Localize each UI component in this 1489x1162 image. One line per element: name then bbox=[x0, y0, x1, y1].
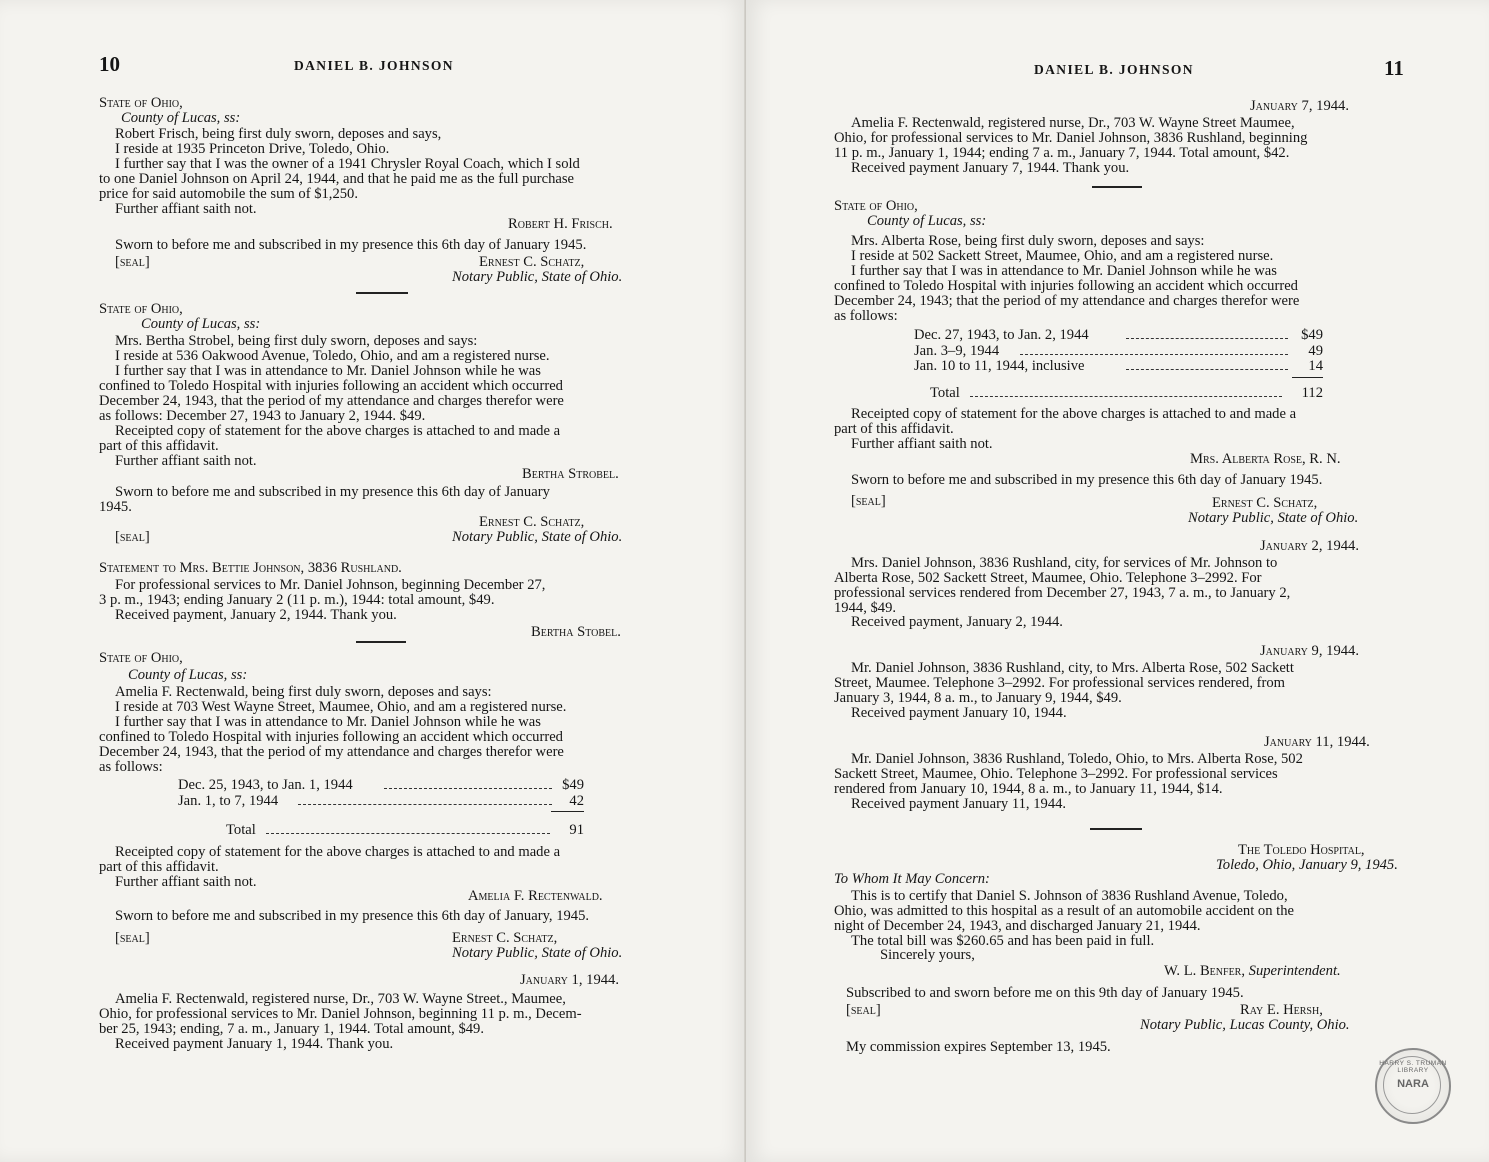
stamp-center-text: NARA bbox=[1397, 1078, 1429, 1090]
letter-place-date: Toledo, Ohio, January 9, 1945. bbox=[1216, 857, 1398, 873]
notary-name: Ray E. Hersh, bbox=[1240, 1002, 1323, 1018]
seal-mark: [seal] bbox=[115, 529, 150, 545]
charges-table bbox=[178, 777, 584, 808]
affidavit-line: I reside at 1935 Princeton Drive, Toledo, Ohio. bbox=[115, 141, 390, 157]
letter-salutation: To Whom It May Concern: bbox=[834, 871, 990, 887]
charge-period: Jan. 10 to 11, 1944, inclusive bbox=[914, 358, 1085, 374]
letter-org: The Toledo Hospital, bbox=[1238, 842, 1365, 858]
nara-stamp bbox=[1375, 1048, 1451, 1124]
receipt-date: January 7, 1944. bbox=[1250, 98, 1349, 114]
affiant-signature: Robert H. Frisch. bbox=[508, 216, 613, 232]
affidavit-line: confined to Toledo Hospital with injuries following an accident which occurred bbox=[99, 378, 563, 394]
affidavit-line: confined to Toledo Hospital with injuries following an accident which occurred bbox=[834, 278, 1298, 294]
affidavit-line: Further affiant saith not. bbox=[851, 436, 993, 452]
sworn-statement: Sworn to before me and subscribed in my presence this 6th day of January bbox=[115, 484, 550, 500]
receipt-line: Received payment, January 2, 1944. bbox=[851, 614, 1063, 630]
notary-name: Ernest C. Schatz, bbox=[479, 514, 585, 530]
affidavit-line: as follows: bbox=[834, 308, 898, 324]
dot-leader bbox=[384, 777, 552, 789]
letter-line: This is to certify that Daniel S. Johnson of 3836 Rushland Avenue, Toledo, bbox=[851, 888, 1288, 904]
total-label: Total bbox=[930, 385, 960, 401]
page-number: 11 bbox=[1384, 56, 1404, 80]
total-label: Total bbox=[226, 822, 256, 838]
notary-name: Ernest C. Schatz, bbox=[479, 254, 585, 270]
signer-title: Superintendent. bbox=[1248, 963, 1341, 979]
affidavit-line: December 24, 1943, that the period of my attendance and charges therefor were bbox=[99, 393, 564, 409]
section-divider bbox=[1092, 186, 1142, 188]
notary-title: Notary Public, Lucas County, Ohio. bbox=[1140, 1017, 1350, 1033]
receipt-line: Amelia F. Rectenwald, registered nurse, Dr., 703 W. Wayne Street Maumee, bbox=[851, 115, 1295, 131]
receipt-line: rendered from January 10, 1944, 8 a. m., to January 11, 1944, $14. bbox=[834, 781, 1223, 797]
running-head: DANIEL B. JOHNSON bbox=[294, 58, 454, 73]
affidavit-line: Further affiant saith not. bbox=[115, 201, 257, 217]
affidavit-line: Receipted copy of statement for the above charges is attached to and made a bbox=[115, 423, 561, 439]
dot-leader bbox=[970, 385, 1282, 397]
receipt-line: Ohio, for professional services to Mr. Daniel Johnson, 3836 Rushland, beginning bbox=[834, 130, 1308, 146]
charge-row bbox=[914, 343, 1323, 359]
affidavit-line: I further say that I was in attendance to Mr. Daniel Johnson while he was bbox=[115, 714, 541, 730]
affidavit-line: Amelia F. Rectenwald, being first duly sworn, deposes and says: bbox=[115, 684, 492, 700]
affidavit-line: price for said automobile the sum of $1,250. bbox=[99, 186, 358, 202]
charge-row bbox=[178, 793, 584, 809]
notary-title: Notary Public, State of Ohio. bbox=[1188, 510, 1359, 526]
receipt-line: Alberta Rose, 502 Sackett Street, Maumee, Ohio. Telephone 3–2992. For bbox=[834, 570, 1262, 586]
total-rule bbox=[1292, 377, 1323, 378]
venue-state: State of Ohio, bbox=[99, 301, 183, 317]
seal-mark: [seal] bbox=[115, 930, 150, 946]
venue-county: County of Lucas, ss: bbox=[121, 110, 241, 126]
sworn-statement: 1945. bbox=[99, 499, 132, 515]
affidavit-line: Receipted copy of statement for the above charges is attached to and made a bbox=[115, 844, 561, 860]
receipt-line: 1944, $49. bbox=[834, 600, 897, 616]
total-rule bbox=[551, 811, 584, 812]
affidavit-line: Mrs. Bertha Strobel, being first duly sworn, deposes and says: bbox=[115, 333, 478, 349]
affidavit-line: as follows: bbox=[99, 759, 163, 775]
receipt-line: January 3, 1944, 8 a. m., to January 9, 1944, $49. bbox=[834, 690, 1122, 706]
charge-period: Jan. 3–9, 1944 bbox=[914, 342, 1000, 359]
receipt-line: Mr. Daniel Johnson, 3836 Rushland, city, to Mrs. Alberta Rose, 502 Sackett bbox=[851, 660, 1294, 676]
right-page bbox=[746, 0, 1489, 1162]
charge-period: Dec. 25, 1943, to Jan. 1, 1944 bbox=[178, 777, 353, 793]
affidavit-line: confined to Toledo Hospital with injuries following an accident which occurred bbox=[99, 729, 563, 745]
affidavit-line: Receipted copy of statement for the above charges is attached to and made a bbox=[851, 406, 1297, 422]
receipt-line: Received payment January 11, 1944. bbox=[851, 796, 1067, 812]
letter-closing: Sincerely yours, bbox=[880, 947, 975, 963]
seal-mark: [seal] bbox=[846, 1002, 881, 1018]
letter-line: night of December 24, 1943, and discharged January 21, 1944. bbox=[834, 918, 1201, 934]
page-number: 10 bbox=[99, 52, 120, 76]
affidavit-line: as follows: December 27, 1943 to January 2, 1944. $49. bbox=[99, 408, 426, 424]
affidavit-line: Further affiant saith not. bbox=[115, 453, 257, 469]
sworn-statement: Sworn to before me and subscribed in my presence this 6th day of January, 1945. bbox=[115, 908, 590, 924]
affiant-signature: Amelia F. Rectenwald. bbox=[468, 888, 603, 904]
affidavit-line: Mrs. Alberta Rose, being first duly sworn, deposes and says: bbox=[851, 233, 1205, 249]
receipt-line: professional services rendered from December 27, 1943, 7 a. m., to January 2, bbox=[834, 585, 1291, 601]
statement-signature: Bertha Stobel. bbox=[531, 624, 621, 640]
receipt-line: Received payment January 1, 1944. Thank you. bbox=[115, 1036, 394, 1052]
charge-amount: 42 bbox=[569, 792, 584, 809]
affidavit-line: to one Daniel Johnson on April 24, 1944, and that he paid me as the full purchase bbox=[99, 171, 575, 187]
charge-period: Jan. 1, to 7, 1944 bbox=[178, 792, 279, 809]
notary-title: Notary Public, State of Ohio. bbox=[452, 269, 623, 285]
statement-line: For professional services to Mr. Daniel Johnson, beginning December 27, bbox=[115, 577, 546, 593]
charge-row bbox=[178, 777, 584, 793]
charge-row bbox=[914, 358, 1323, 374]
receipt-line: Sackett Street, Maumee, Ohio. Telephone 3–2992. For professional services bbox=[834, 766, 1278, 782]
notary-name: Ernest C. Schatz, bbox=[452, 930, 558, 946]
venue-county: County of Lucas, ss: bbox=[141, 316, 261, 332]
receipt-line: Amelia F. Rectenwald, registered nurse, Dr., 703 W. Wayne Street., Maumee, bbox=[115, 991, 566, 1007]
statement-line: 3 p. m., 1943; ending January 2 (11 p. m.), 1944: total amount, $49. bbox=[99, 592, 495, 608]
affidavit-line: Robert Frisch, being first duly sworn, deposes and says, bbox=[115, 126, 442, 142]
dot-leader bbox=[1020, 343, 1288, 355]
sworn-statement: Sworn to before me and subscribed in my presence this 6th day of January 1945. bbox=[851, 472, 1323, 488]
affidavit-line: I further say that I was in attendance to Mr. Daniel Johnson while he was bbox=[851, 263, 1277, 279]
dot-leader bbox=[298, 793, 552, 805]
statement-line: Received payment, January 2, 1944. Thank you. bbox=[115, 607, 397, 623]
receipt-line: Received payment January 10, 1944. bbox=[851, 705, 1067, 721]
charge-amount: 49 bbox=[1308, 342, 1323, 359]
receipt-line: Mr. Daniel Johnson, 3836 Rushland, Toledo, Ohio, to Mrs. Alberta Rose, 502 bbox=[851, 751, 1303, 767]
receipt-date: January 1, 1944. bbox=[520, 972, 619, 988]
affidavit-line: part of this affidavit. bbox=[99, 438, 219, 454]
venue-state: State of Ohio, bbox=[834, 198, 918, 214]
charge-amount: $49 bbox=[1301, 327, 1323, 343]
venue-state: State of Ohio, bbox=[99, 650, 183, 666]
total-row bbox=[970, 385, 1323, 401]
notary-name: Ernest C. Schatz, bbox=[1212, 495, 1318, 511]
affidavit-line: I reside at 502 Sackett Street, Maumee, Ohio, and am a registered nurse. bbox=[851, 248, 1274, 264]
letter-signer bbox=[1164, 963, 1341, 979]
dot-leader bbox=[266, 822, 550, 834]
affidavit-line: December 24, 1943; that the period of my attendance and charges therefor were bbox=[834, 293, 1300, 309]
charges-table bbox=[914, 327, 1323, 374]
receipt-line: Mrs. Daniel Johnson, 3836 Rushland, city, for services of Mr. Johnson to bbox=[851, 555, 1278, 571]
venue-county: County of Lucas, ss: bbox=[128, 667, 248, 683]
notary-title: Notary Public, State of Ohio. bbox=[452, 945, 623, 961]
affidavit-line: I further say that I was the owner of a 1941 Chrysler Royal Coach, which I sold bbox=[115, 156, 580, 172]
affidavit-line: part of this affidavit. bbox=[834, 421, 954, 437]
receipt-line: Ohio, for professional services to Mr. Daniel Johnson, beginning 11 p. m., Decem- bbox=[99, 1006, 582, 1022]
receipt-date: January 11, 1944. bbox=[1264, 734, 1370, 750]
affiant-signature: Bertha Strobel. bbox=[522, 466, 619, 482]
venue-county: County of Lucas, ss: bbox=[867, 213, 987, 229]
charge-period: Dec. 27, 1943, to Jan. 2, 1944 bbox=[914, 327, 1089, 343]
seal-mark: [seal] bbox=[115, 254, 150, 270]
running-head: DANIEL B. JOHNSON bbox=[1034, 62, 1194, 77]
receipt-line: 11 p. m., January 1, 1944; ending 7 a. m., January 7, 1944. Total amount, $42. bbox=[834, 145, 1290, 161]
section-divider bbox=[1090, 828, 1142, 830]
total-amount: 91 bbox=[569, 822, 584, 838]
charge-row bbox=[914, 327, 1323, 343]
affidavit-line: I reside at 536 Oakwood Avenue, Toledo, Ohio, and am a registered nurse. bbox=[115, 348, 550, 364]
receipt-line: Street, Maumee. Telephone 3–2992. For professional services rendered, from bbox=[834, 675, 1285, 691]
dot-leader bbox=[1126, 327, 1288, 339]
affidavit-line: I reside at 703 West Wayne Street, Maumee, Ohio, and am a registered nurse. bbox=[115, 699, 567, 715]
seal-mark: [seal] bbox=[851, 493, 886, 509]
total-row bbox=[266, 822, 584, 838]
affidavit-line: December 24, 1943, that the period of my attendance and charges therefor were bbox=[99, 744, 564, 760]
affidavit-line: part of this affidavit. bbox=[99, 859, 219, 875]
section-divider bbox=[356, 292, 408, 294]
affidavit-line: Further affiant saith not. bbox=[115, 874, 257, 890]
receipt-date: January 9, 1944. bbox=[1260, 643, 1359, 659]
statement-heading: Statement to Mrs. Bettie Johnson, 3836 Rushland. bbox=[99, 560, 402, 576]
sworn-statement: Sworn to before me and subscribed in my presence this 6th day of January 1945. bbox=[115, 237, 587, 253]
stamp-arc-text: HARRY S. TRUMAN LIBRARY bbox=[1379, 1060, 1447, 1074]
notary-title: Notary Public, State of Ohio. bbox=[452, 529, 623, 545]
charge-amount: 14 bbox=[1308, 358, 1323, 374]
receipt-line: ber 25, 1943; ending, 7 a. m., January 1, 1944. Total amount, $49. bbox=[99, 1021, 484, 1037]
venue-state: State of Ohio, bbox=[99, 95, 183, 111]
commission-expiry: My commission expires September 13, 1945. bbox=[846, 1039, 1111, 1055]
dot-leader bbox=[1126, 358, 1288, 370]
receipt-line: Received payment January 7, 1944. Thank you. bbox=[851, 160, 1130, 176]
letter-line: The total bill was $260.65 and has been paid in full. bbox=[851, 933, 1155, 949]
affiant-signature: Mrs. Alberta Rose, R. N. bbox=[1190, 451, 1341, 467]
charge-amount: $49 bbox=[562, 777, 584, 793]
letter-line: Ohio, was admitted to this hospital as a result of an automobile accident on the bbox=[834, 903, 1295, 919]
affidavit-line: I further say that I was in attendance to Mr. Daniel Johnson while he was bbox=[115, 363, 541, 379]
signer-name: W. L. Benfer, bbox=[1164, 963, 1245, 979]
subscribed-statement: Subscribed to and sworn before me on this 9th day of January 1945. bbox=[846, 985, 1244, 1001]
section-divider bbox=[356, 641, 406, 643]
receipt-date: January 2, 1944. bbox=[1260, 538, 1359, 554]
total-amount: 112 bbox=[1301, 385, 1323, 401]
